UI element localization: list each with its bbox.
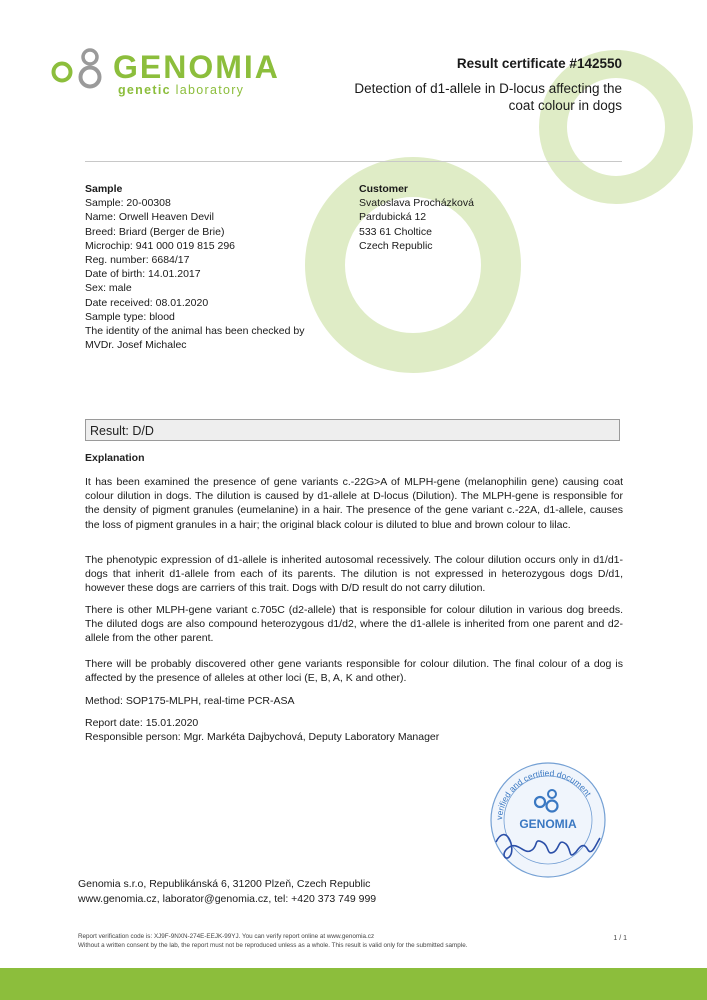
brand-name: GENOMIA: [113, 49, 280, 85]
brand-tagline-b: laboratory: [170, 83, 245, 97]
explanation-paragraph: There is other MLPH-gene variant c.705C (d2-allele) that is responsible for colour dilution in various dog breeds. The diluted dogs are also compound heterozygous d1/d2, where the d1-allele is inherited from one parent and d2-allele from the other parent.: [85, 604, 623, 645]
sample-line: Sample: 20-00308: [85, 197, 171, 210]
footer-bar: [0, 968, 707, 1000]
company-contact: www.genomia.cz, laborator@genomia.cz, tel: +420 373 749 999: [78, 893, 377, 905]
sample-section: [85, 182, 345, 352]
sample-line: Sample type: blood: [85, 310, 175, 323]
sample-line: Date received: 08.01.2020: [85, 296, 209, 309]
certificate-subtitle: Detection of d1-allele in D-locus affecting the coat colour in dogs: [354, 81, 622, 113]
explanation-paragraph: The phenotypic expression of d1-allele is inherited autosomal recessively. The colour dilution occurs only in d1/d1-dogs that inherit d1-allele from each of its parents. The dilution is not expressed in heterozygous dogs D/d1, however these dogs are carriers of this trait. Dogs with D/D result do not carry dilution.: [85, 554, 623, 595]
customer-section: [359, 182, 559, 253]
sample-line: Breed: Briard (Berger de Brie): [85, 225, 225, 238]
result-box: Result: D/D: [85, 419, 620, 441]
sample-line: Name: Orwell Heaven Devil: [85, 211, 214, 224]
explanation-paragraph: There will be probably discovered other gene variants responsible for colour dilution. The final colour of a dog is affected by the presence of alleles at other loci (E, B, A, K and other).: [85, 658, 623, 685]
disclaimer: Without a written consent by the lab, the report must not be reproduced unless as a whole. This result is valid only for the submitted sample.: [78, 942, 468, 949]
sample-line: Microchip: 941 000 019 815 296: [85, 239, 236, 252]
fine-print: [78, 932, 467, 950]
sample-line: The identity of the animal has been checked by: [85, 325, 305, 338]
page-number: 1 / 1: [613, 935, 627, 942]
sample-line: Date of birth: 14.01.2017: [85, 268, 201, 281]
certification-stamp-icon: [488, 760, 608, 880]
customer-line: Svatoslava Procházková: [359, 197, 474, 210]
company-address: Genomia s.r.o, Republikánská 6, 31200 Plzeň, Czech Republic: [78, 878, 371, 890]
verification-code: Report verification code is: XJ9F-9NXN-274E-EEJK-99YJ. You can verify report online at www.genomia.cz: [78, 933, 375, 940]
responsible-person: Responsible person: Mgr. Markéta Dajbychová, Deputy Laboratory Manager: [85, 731, 440, 743]
report-date: Report date: 15.01.2020: [85, 717, 199, 729]
customer-heading: Customer: [359, 183, 409, 195]
method-line: Method: SOP175-MLPH, real-time PCR-ASA: [85, 695, 295, 707]
footer-address: [78, 877, 376, 907]
customer-line: Pardubická 12: [359, 211, 427, 224]
customer-line: Czech Republic: [359, 239, 433, 252]
stamp-name: GENOMIA: [519, 817, 577, 831]
header-divider: [85, 161, 622, 162]
brand-tagline: [118, 83, 244, 97]
stamp-arc-text: verified and certified document: [494, 767, 594, 821]
brand-tagline-a: genetic: [118, 83, 171, 97]
sample-line: Sex: male: [85, 282, 132, 295]
explanation-paragraph: It has been examined the presence of gene variants c.-22G>A of MLPH-gene (melanophilin gene) causing coat colour dilution in dogs. The dilution is caused by d1-allele at D-locus (Dilution). The MLPH-gene is responsible for the density of pigment granules (eumelanine) in a hair. The presence of the gene variant c.-22A, d1-allele, causes the loss of pigment granules in a hair; the original black colour is diluted to blue and brown colour to lilac.: [85, 476, 623, 531]
sample-line: MVDr. Josef Michalec: [85, 339, 187, 352]
explanation-heading: Explanation: [85, 452, 145, 464]
customer-line: 533 61 Choltice: [359, 225, 432, 238]
sample-heading: Sample: [85, 183, 123, 195]
sample-line: Reg. number: 6684/17: [85, 254, 190, 267]
certificate-title: Result certificate #142550: [456, 56, 622, 71]
